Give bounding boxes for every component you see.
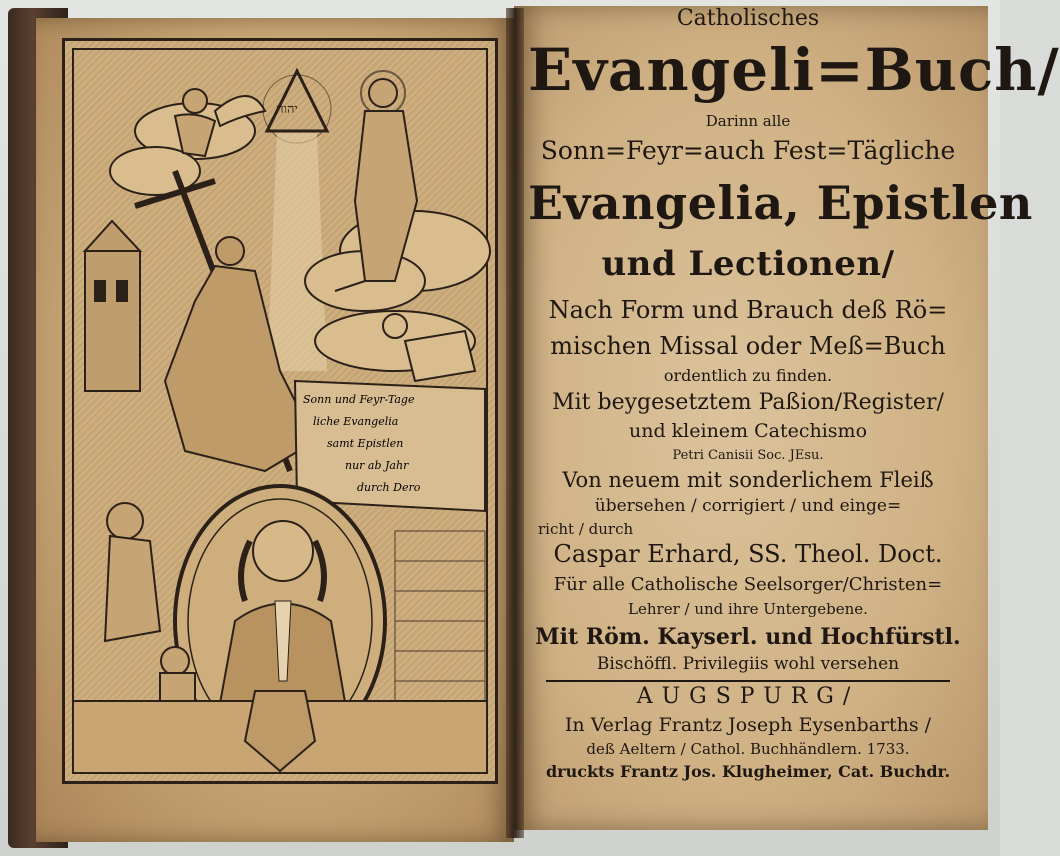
engraving-illustration: [65, 41, 495, 781]
title-line-printer: druckts Frantz Jos. Klugheimer, Cat. Buchdr.: [545, 762, 951, 781]
title-line-missal: mischen Missal oder Meß=Buch: [550, 332, 946, 360]
scroll-line-2: liche Evangelia: [313, 415, 399, 428]
title-line-privileg-1: Mit Röm. Kayserl. und Hochfürstl.: [535, 624, 961, 650]
title-line-publisher: In Verlag Frantz Joseph Eysenbarths /: [564, 714, 932, 736]
scroll-line-4: nur ab Jahr: [345, 459, 409, 472]
title-line-passion: Mit beygesetztem Paßion/Register/: [552, 390, 944, 415]
scroll-line-5: durch Dero: [357, 481, 421, 494]
scroll-line-3: samt Epistlen: [327, 437, 404, 450]
title-line-catholisches: Catholisches: [676, 6, 820, 31]
title-line-evangelia: Evangelia, Epistlen: [528, 176, 1033, 230]
title-line-nach-form: Nach Form und Brauch deß Rö=: [548, 296, 948, 324]
title-line-richt: richt / durch: [538, 520, 634, 538]
triangle-icon: [267, 71, 327, 131]
title-line-von-neuem: Von neuem mit sonderlichem Fleiß: [562, 468, 934, 492]
title-line-canisii: Petri Canisii Soc. JEsu.: [672, 448, 824, 463]
title-line-privileg-2: Bischöffl. Privilegiis wohl versehen: [596, 654, 900, 674]
title-line-seelsorger: Für alle Catholische Seelsorger/Christen=: [553, 574, 943, 595]
title-line-bookseller: deß Aeltern / Cathol. Buchhändlern. 1733.: [586, 740, 910, 758]
title-line-uebersehen: übersehen / corrigiert / und einge=: [594, 496, 902, 516]
book-gutter: [506, 8, 524, 838]
title-line-place: AUGSPURG/: [636, 684, 860, 709]
scroll-line-1: Sonn und Feyr-Tage: [303, 393, 415, 406]
frontispiece-engraving: [62, 38, 498, 784]
title-divider: [546, 680, 950, 682]
title-line-ordentlich: ordentlich zu finden.: [663, 366, 833, 385]
title-line-lehrer: Lehrer / und ihre Untergebene.: [628, 600, 868, 618]
title-line-darinn: Darinn alle: [705, 112, 791, 130]
title-line-sonn: Sonn=Feyr=auch Fest=Tägliche: [540, 136, 956, 165]
main-title: Evangeli=Buch/: [528, 36, 1060, 104]
title-line-catechismo: und kleinem Catechismo: [628, 420, 868, 442]
tetragrammaton: יהוה: [276, 102, 298, 117]
title-line-lectionen: und Lectionen/: [601, 244, 895, 284]
title-line-author: Caspar Erhard, SS. Theol. Doct.: [553, 540, 943, 568]
title-page: [528, 0, 1060, 800]
